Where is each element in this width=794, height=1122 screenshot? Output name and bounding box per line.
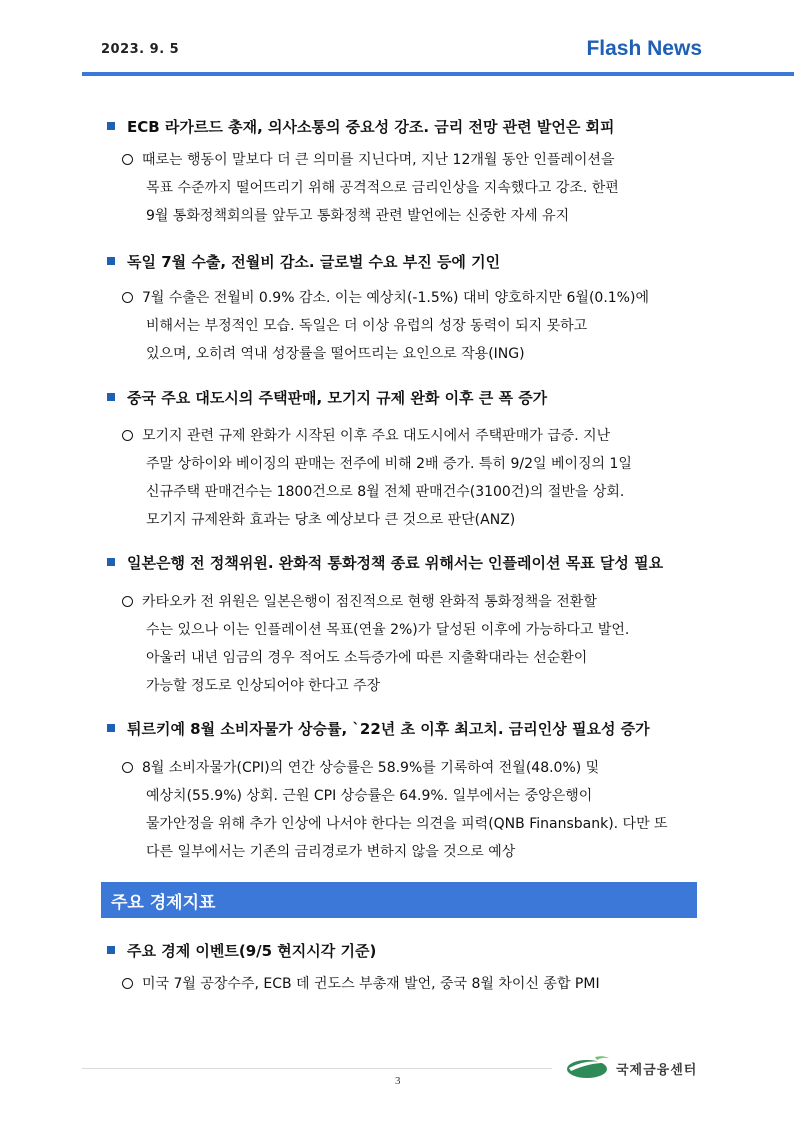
- section-title: 주요 경제지표: [111, 893, 216, 913]
- body-line: 신규주택 판매건수는 1800건으로 8월 전체 판매건수(3100건)의 절반을 상회.: [146, 484, 625, 500]
- square-bullet-icon: [107, 724, 115, 732]
- page-number: 3: [395, 1075, 401, 1087]
- body-line: 8월 소비자물가(CPI)의 연간 상승률은 58.9%를 기록하여 전월(48.0%) 및: [142, 760, 600, 776]
- body-line: 다른 일부에서는 기존의 금리경로가 변하지 않을 것으로 예상: [146, 844, 516, 860]
- logo-text: 국제금융센터: [616, 1063, 698, 1078]
- news-title-text: 튀르키예 8월 소비자물가 상승률, `22년 초 이후 최고치. 금리인상 필요성 증가: [127, 720, 650, 738]
- news-title-text: ECB 라가르드 총재, 의사소통의 중요성 강조. 금리 전망 관련 발언은 회피: [127, 118, 615, 136]
- circle-bullet-icon: [122, 762, 133, 773]
- news-item-title: [107, 116, 727, 137]
- body-line: 아울러 내년 임금의 경우 적어도 소득증가에 따른 지출확대라는 선순환이: [146, 650, 588, 666]
- circle-bullet-icon: [122, 430, 133, 441]
- body-line: 9월 통화정책회의를 앞두고 통화정책 관련 발언에는 신중한 자세 유지: [146, 208, 570, 224]
- news-item-body: [122, 284, 700, 368]
- logo: [565, 1050, 715, 1084]
- news-title-text: 독일 7월 수출, 전월비 감소. 글로벌 수요 부진 등에 기인: [127, 253, 501, 271]
- circle-bullet-icon: [122, 154, 133, 165]
- news-item-body: [122, 422, 700, 534]
- body-line: 가능할 정도로 인상되어야 한다고 주장: [146, 678, 381, 694]
- news-title-text: 일본은행 전 정책위원. 완화적 통화정책 종료 위해서는 인플레이션 목표 달성 필요: [127, 554, 664, 572]
- square-bullet-icon: [107, 257, 115, 265]
- square-bullet-icon: [107, 122, 115, 130]
- body-line: 예상치(55.9%) 상회. 근원 CPI 상승률은 64.9%. 일부에서는 중앙은행이: [146, 788, 593, 804]
- brand-title: Flash News: [586, 37, 702, 60]
- body-line: 목표 수준까지 떨어뜨리기 위해 공격적으로 금리인상을 지속했다고 강조. 한편: [146, 180, 619, 196]
- news-item-title: [107, 251, 727, 272]
- body-line: 7월 수출은 전월비 0.9% 감소. 이는 예상치(-1.5%) 대비 양호하지만 6월(0.1%)에: [142, 290, 649, 306]
- body-line: 모기지 관련 규제 완화가 시작된 이후 주요 대도시에서 주택판매가 급증. 지난: [142, 428, 611, 444]
- news-item-title: [107, 718, 727, 739]
- circle-bullet-icon: [122, 292, 133, 303]
- body-line: 카타오카 전 위원은 일본은행이 점진적으로 현행 완화적 통화정책을 전환할: [142, 594, 597, 610]
- body-line: 때로는 행동이 말보다 더 큰 의미를 지닌다며, 지난 12개월 동안 인플레이션을: [142, 152, 615, 168]
- body-line: 비해서는 부정적인 모습. 독일은 더 이상 유럽의 성장 동력이 되지 못하고: [146, 318, 588, 334]
- square-bullet-icon: [107, 558, 115, 566]
- news-item-body: [122, 146, 700, 230]
- circle-bullet-icon: [122, 596, 133, 607]
- header-divider: [82, 72, 794, 76]
- body-line: 있으며, 오히려 역내 성장률을 떨어뜨리는 요인으로 작용(ING): [146, 346, 525, 362]
- body-line: 수는 있으나 이는 인플레이션 목표(연율 2%)가 달성된 이후에 가능하다고 발언.: [146, 622, 630, 638]
- circle-bullet-icon: [122, 978, 133, 989]
- body-line: 미국 7월 공장수주, ECB 데 귄도스 부총재 발언, 중국 8월 차이신 종합 PMI: [142, 976, 600, 992]
- report-date: 2023. 9. 5: [101, 42, 180, 57]
- events-title-text: 주요 경제 이벤트(9/5 현지시각 기준): [127, 942, 377, 960]
- news-item-body: [122, 588, 700, 700]
- globe-swoosh-icon: [565, 1054, 611, 1080]
- body-line: 물가안정을 위해 추가 인상에 나서야 한다는 의견을 피력(QNB Finansbank). 다만 또: [146, 816, 668, 832]
- footer-divider: [82, 1068, 552, 1069]
- news-title-text: 중국 주요 대도시의 주택판매, 모기지 규제 완화 이후 큰 폭 증가: [127, 389, 548, 407]
- events-body: [122, 970, 700, 998]
- events-title: [107, 940, 727, 961]
- square-bullet-icon: [107, 393, 115, 401]
- body-line: 모기지 규제완화 효과는 당초 예상보다 큰 것으로 판단(ANZ): [146, 512, 516, 528]
- section-header: [101, 882, 697, 918]
- news-item-title: [107, 552, 727, 573]
- body-line: 주말 상하이와 베이징의 판매는 전주에 비해 2배 증가. 특히 9/2일 베이징의 1일: [146, 456, 632, 472]
- news-item-title: [107, 387, 727, 408]
- square-bullet-icon: [107, 946, 115, 954]
- news-item-body: [122, 754, 700, 866]
